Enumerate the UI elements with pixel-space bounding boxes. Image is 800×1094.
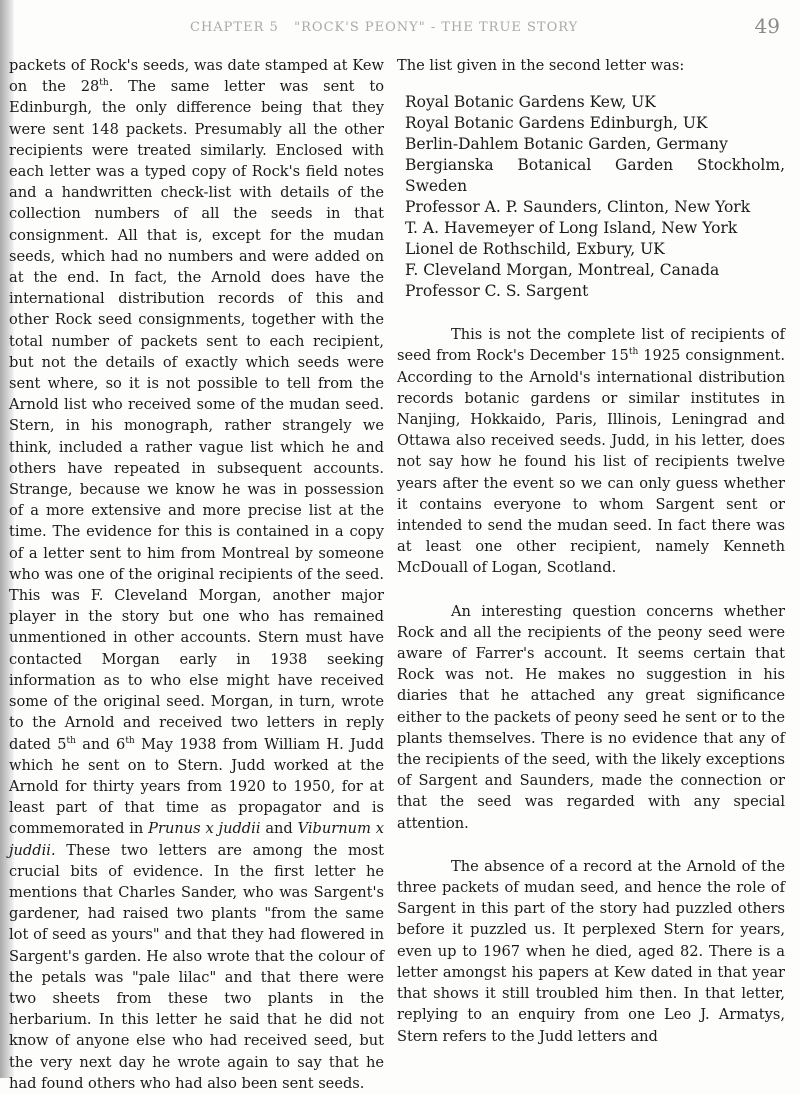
list-item: T. A. Havemeyer of Long Island, New York <box>405 219 738 238</box>
page-number: 49 <box>754 14 780 38</box>
recipient-list <box>405 92 785 302</box>
list-intro: The list given in the second letter was: <box>397 57 685 74</box>
chapter-title: CHAPTER 5 "ROCK'S PEONY" - THE TRUE STORY <box>190 20 579 35</box>
list-item: Bergianska Botanical Garden Stockholm, Sweden <box>405 156 785 196</box>
list-item: Professor C. S. Sargent <box>405 282 589 301</box>
running-head <box>0 14 800 44</box>
list-item: Berlin-Dahlem Botanic Garden, Germany <box>405 135 728 154</box>
list-item: Professor A. P. Saunders, Clinton, New York <box>405 198 751 217</box>
left-column <box>9 55 384 1094</box>
list-item: Royal Botanic Gardens Kew, UK <box>405 93 656 112</box>
list-item: F. Cleveland Morgan, Montreal, Canada <box>405 261 720 280</box>
list-item: Royal Botanic Gardens Edinburgh, UK <box>405 114 708 133</box>
paragraph: An interesting question concerns whether Rock and all the recipients of the peony seed were aware of Farrer's account. It seems certain that Rock was not. He makes no suggestion in his diaries that he attached any great significance either to the packets of peony seed he sent or to the plants themselves. There is no evidence that any of the recipients of the seed, with the likely exceptions of Sargent and Saunders, made the connection or that the seed was regarded with any special attention. <box>397 602 785 832</box>
list-item: Lionel de Rothschild, Exbury, UK <box>405 240 665 259</box>
paragraph: The absence of a record at the Arnold of the three packets of mudan seed, and hence the role of Sargent in this part of the story had puzzled others before it puzzled us. It perplexed Stern for years, even up to 1967 when he died, aged 82. There is a letter amongst his papers at Kew dated in that year that shows it still troubled him then. In that letter, replying to an enquiry from one Leo J. Armatys, Stern refers to the Judd letters and <box>397 857 785 1045</box>
paragraph: packets of Rock's seeds, was date stamped at Kew on the 28th. The same letter was sent to Edinburgh, the only difference being that they were sent 148 packets. Presumably all the other recipients were treated similarly. Enclosed with each letter was a typed copy of Rock's field notes and a handwritten check-list with details of the collection numbers of all the seeds in that consignment. All that is, except for the mudan seeds, which had no numbers and were added on at the end. In fact, the Arnold does have the international distribution records of this and other Rock seed consignments, together with the total number of packets sent to each recipient, but not the details of exactly which seeds were sent where, so it is not possible to tell from the Arnold list who received some of the mudan seed. Stern, in his monograph, rather strangely we think, included a rather vague list which he and others have repeated in subsequent accounts. Strange, because we know he was in possession of a more extensive and more precise list at the time. The evidence for this is contained in a copy of a letter sent to him from Montreal by someone who was one of the original recipients of the seed. This was F. Cleveland Morgan, another major player in the story but one who has remained unmentioned in other accounts. Stern must have contacted Morgan early in 1938 seeking information as to who else might have received some of the original seed. Morgan, in turn, wrote to the Arnold and received two letters in reply dated 5th and 6th May 1938 from William H. Judd which he sent on to Stern. Judd worked at the Arnold for thirty years from 1920 to 1950, for at least part of that time as propagator and is commemorated in Prunus x juddii and Viburnum x juddii. These two letters are among the most crucial bits of evidence. In the first letter he mentions that Charles Sander, who was Sargent's gardener, had raised two plants "from the same lot of seed as yours" and that they had flowered in Sargent's garden. He also wrote that the colour of the petals was "pale lilac" and that there were two sheets from these two plants in the herbarium. In this letter he said that he did not know of anyone else who had received seed, but the very next day he wrote again to say that he had found others who had also been sent seeds. <box>9 57 384 1092</box>
paragraph: This is not the complete list of recipients of seed from Rock's December 15th 1925 consignment. According to the Arnold's international distribution records botanic gardens or similar institutes in Nanjing, Hokkaido, Paris, Illinois, Leningrad and Ottawa also received seeds. Judd, in his letter, does not say how he found his list of recipients twelve years after the event so we can only guess whether it contains everyone to whom Sargent sent or intended to send the mudan seed. In fact there was at least one other recipient, namely Kenneth McDouall of Logan, Scotland. <box>397 326 785 577</box>
right-column <box>397 55 785 1047</box>
